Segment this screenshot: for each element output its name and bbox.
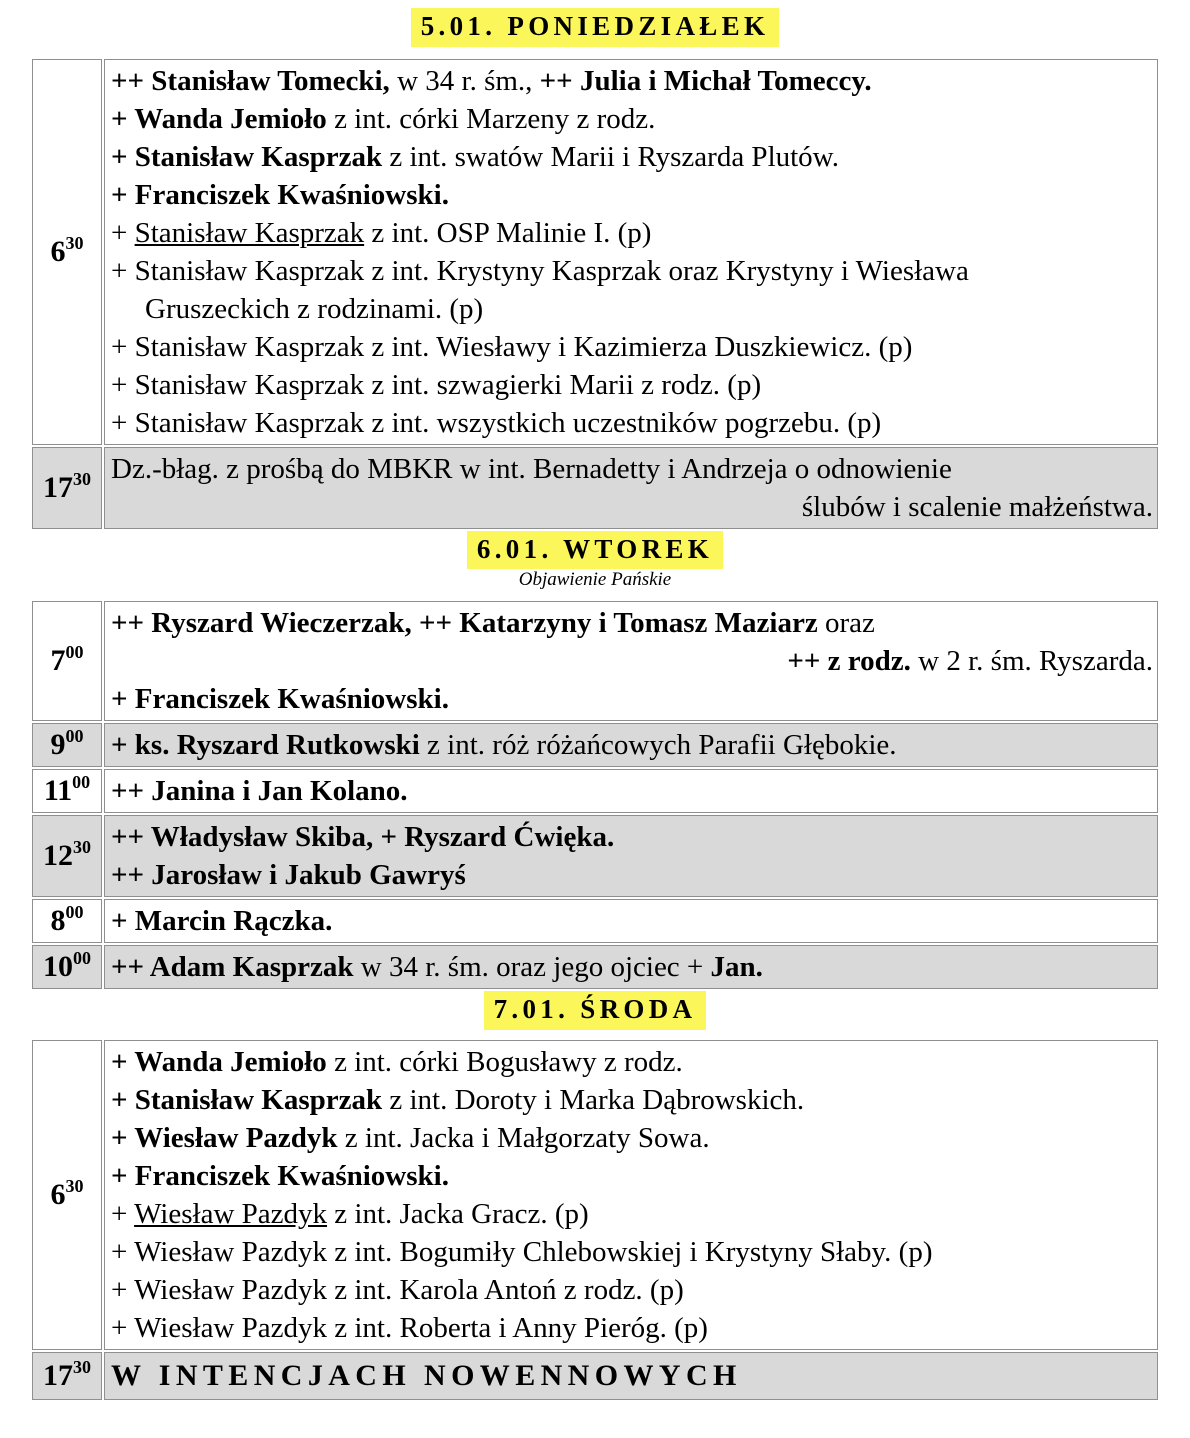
intention-name: ++ Janina i Jan Kolano. xyxy=(111,775,408,808)
schedule-row xyxy=(32,1352,1158,1400)
intention-line xyxy=(111,1309,1153,1347)
mass-time-hour: 6 xyxy=(50,234,66,268)
mass-time xyxy=(32,899,102,943)
mass-time-minutes: 00 xyxy=(72,772,91,793)
day-title-tuesday: 6.01. WTOREK xyxy=(467,531,723,570)
mass-time xyxy=(32,723,102,767)
intention-name: + Wiesław Pazdyk xyxy=(111,1122,338,1155)
intention-name: ++ z rodz. xyxy=(787,645,911,678)
intention-line xyxy=(111,252,1153,290)
mass-time-hour: 10 xyxy=(43,950,73,984)
intention-line xyxy=(111,1271,1153,1309)
mass-time-hour: 17 xyxy=(43,1359,73,1393)
mass-time-hour: 7 xyxy=(50,644,66,678)
schedule-row xyxy=(32,899,1158,943)
intention-name: + Franciszek Kwaśniowski. xyxy=(111,1160,449,1193)
intention-name: + Wanda Jemioło xyxy=(111,1046,327,1079)
intention-name: ++ Julia i Michał Tomeccy. xyxy=(539,64,872,97)
intention-text: + xyxy=(111,216,135,249)
mass-time xyxy=(32,815,102,897)
intention-name: + Stanisław Kasprzak xyxy=(111,1084,383,1117)
intention-name: ++ Władysław Skiba, + Ryszard Ćwięka. xyxy=(111,821,615,854)
intention-name: ++ Ryszard Wieczerzak, ++ Katarzyny i Tomasz Maziarz xyxy=(111,607,818,640)
mass-time-minutes: 00 xyxy=(73,948,91,969)
intention-text: + Stanisław Kasprzak z int. Wiesławy i Kazimierza Duszkiewicz. (p) xyxy=(111,330,913,363)
intentions-cell xyxy=(104,723,1158,767)
intention-line xyxy=(111,214,1153,252)
mass-time xyxy=(32,601,102,721)
intentions-cell xyxy=(104,1040,1158,1350)
intention-name: ++ Stanisław Tomecki, xyxy=(111,64,390,97)
day-title-monday: 5.01. PONIEDZIAŁEK xyxy=(411,8,780,47)
intention-line xyxy=(111,328,1153,366)
intention-name: + Marcin Rączka. xyxy=(111,905,333,938)
intention-line xyxy=(111,450,1153,488)
intention-name: W INTENCJACH NOWENNOWYCH xyxy=(111,1359,742,1393)
intention-line xyxy=(111,1355,1153,1397)
intention-line xyxy=(111,726,1153,764)
schedule-row xyxy=(32,601,1158,721)
schedule-row xyxy=(32,1040,1158,1350)
intention-text: + Stanisław Kasprzak z int. szwagierki Marii z rodz. (p) xyxy=(111,368,762,401)
intention-text: z int. córki Marzeny z rodz. xyxy=(326,102,656,135)
intention-line xyxy=(111,366,1153,404)
intention-line xyxy=(111,1233,1153,1271)
intention-text: + Stanisław Kasprzak z int. wszystkich uczestników pogrzebu. (p) xyxy=(111,406,882,439)
intention-text: + Stanisław Kasprzak z int. Krystyny Kasprzak oraz Krystyny i Wiesława xyxy=(111,254,969,287)
schedule-row xyxy=(32,945,1158,989)
mass-time-minutes: 00 xyxy=(65,902,84,923)
intention-line xyxy=(111,642,1153,680)
mass-time-hour: 17 xyxy=(43,470,73,504)
mass-schedule-table-tuesday xyxy=(30,599,1160,991)
intention-name: + ks. Ryszard Rutkowski xyxy=(111,729,420,762)
mass-schedule-table-monday xyxy=(30,57,1160,531)
intention-text: z int. Doroty i Marka Dąbrowskich. xyxy=(382,1084,805,1117)
mass-time-hour: 12 xyxy=(43,839,73,873)
intention-line xyxy=(111,290,1153,328)
mass-time xyxy=(32,447,102,529)
intention-line xyxy=(111,818,1153,856)
intention-name: ++ Jarosław i Jakub Gawryś xyxy=(111,859,466,892)
intention-line xyxy=(111,62,1153,100)
intention-name: + Franciszek Kwaśniowski. xyxy=(111,683,449,716)
intention-line xyxy=(111,948,1153,986)
day-header-wednesday xyxy=(0,991,1190,1030)
intention-line xyxy=(111,404,1153,442)
mass-time-minutes: 30 xyxy=(73,1357,91,1378)
intention-line xyxy=(111,1195,1153,1233)
intentions-cell xyxy=(104,59,1158,445)
mass-time-hour: 11 xyxy=(43,774,73,808)
intention-text: z int. córki Bogusławy z rodz. xyxy=(326,1046,683,1079)
intention-line xyxy=(111,604,1153,642)
mass-time xyxy=(32,769,102,813)
feast-subtitle: Objawienie Pańskie xyxy=(518,569,672,591)
mass-time-minutes: 30 xyxy=(73,468,91,489)
underlined-name: Wiesław Pazdyk xyxy=(134,1198,328,1231)
intentions-cell xyxy=(104,1352,1158,1400)
mass-time xyxy=(32,59,102,445)
schedule-row xyxy=(32,59,1158,445)
intention-line xyxy=(111,680,1153,718)
mass-time-minutes: 30 xyxy=(65,1176,84,1197)
intention-name: + Stanisław Kasprzak xyxy=(111,140,383,173)
intention-name: + Franciszek Kwaśniowski. xyxy=(111,178,449,211)
intention-text: z int. OSP Malinie I. (p) xyxy=(364,216,652,249)
intention-text: + Wiesław Pazdyk z int. Bogumiły Chlebowskiej i Krystyny Słaby. (p) xyxy=(111,1236,933,1269)
intention-line xyxy=(111,1119,1153,1157)
intention-text: + xyxy=(111,1198,135,1231)
mass-time-minutes: 30 xyxy=(73,837,91,858)
intention-text: z int. róż różańcowych Parafii Głębokie. xyxy=(419,729,897,762)
intention-text: z int. Jacka i Małgorzaty Sowa. xyxy=(337,1122,710,1155)
intention-text: w 34 r. śm., xyxy=(389,64,540,97)
mass-schedule-table-wednesday xyxy=(30,1038,1160,1402)
schedule-row xyxy=(32,723,1158,767)
mass-time-minutes: 30 xyxy=(65,232,84,253)
schedule-row xyxy=(32,769,1158,813)
intentions-cell xyxy=(104,447,1158,529)
intention-line xyxy=(111,100,1153,138)
underlined-name: Stanisław Kasprzak xyxy=(134,216,365,249)
day-header-monday xyxy=(0,8,1190,47)
intention-text: + Wiesław Pazdyk z int. Karola Antoń z rodz. (p) xyxy=(111,1274,684,1307)
intention-line xyxy=(111,1157,1153,1195)
intention-text: Gruszeckich z rodzinami. (p) xyxy=(145,292,484,325)
mass-time xyxy=(32,1040,102,1350)
mass-time-hour: 8 xyxy=(50,904,66,938)
intention-text: z int. Jacka Gracz. (p) xyxy=(327,1198,589,1231)
intention-line xyxy=(111,176,1153,214)
day-header-tuesday xyxy=(0,531,1190,570)
intention-text: w 34 r. śm. oraz jego ojciec + xyxy=(353,951,711,984)
intention-line xyxy=(111,488,1153,526)
intentions-cell xyxy=(104,815,1158,897)
intention-line xyxy=(111,138,1153,176)
intentions-cell xyxy=(104,769,1158,813)
intention-text: Dz.-błag. z prośbą do MBKR w int. Bernadetty i Andrzeja o odnowienie xyxy=(111,452,952,485)
schedule-row xyxy=(32,447,1158,529)
mass-time xyxy=(32,945,102,989)
intention-line xyxy=(111,1081,1153,1119)
intention-line xyxy=(111,902,1153,940)
mass-time-hour: 9 xyxy=(50,728,66,762)
mass-time-hour: 6 xyxy=(50,1178,66,1212)
schedule-row xyxy=(32,815,1158,897)
mass-time xyxy=(32,1352,102,1400)
intention-text: ślubów i scalenie małżeństwa. xyxy=(801,490,1153,523)
intentions-cell xyxy=(104,945,1158,989)
intention-text: z int. swatów Marii i Ryszarda Plutów. xyxy=(382,140,839,173)
intention-line xyxy=(111,772,1153,810)
intentions-cell xyxy=(104,899,1158,943)
intention-text: oraz xyxy=(817,607,875,640)
day-title-wednesday: 7.01. ŚRODA xyxy=(484,991,707,1030)
intention-name: Jan. xyxy=(710,951,763,984)
intention-text: + Wiesław Pazdyk z int. Roberta i Anny Pieróg. (p) xyxy=(111,1312,708,1345)
intention-name: + Wanda Jemioło xyxy=(111,102,327,135)
mass-time-minutes: 00 xyxy=(65,642,84,663)
intention-line xyxy=(111,856,1153,894)
mass-time-minutes: 00 xyxy=(65,726,84,747)
intention-line xyxy=(111,1043,1153,1081)
intentions-cell xyxy=(104,601,1158,721)
intention-text: w 2 r. śm. Ryszarda. xyxy=(910,645,1153,678)
intention-name: ++ Adam Kasprzak xyxy=(111,951,354,984)
